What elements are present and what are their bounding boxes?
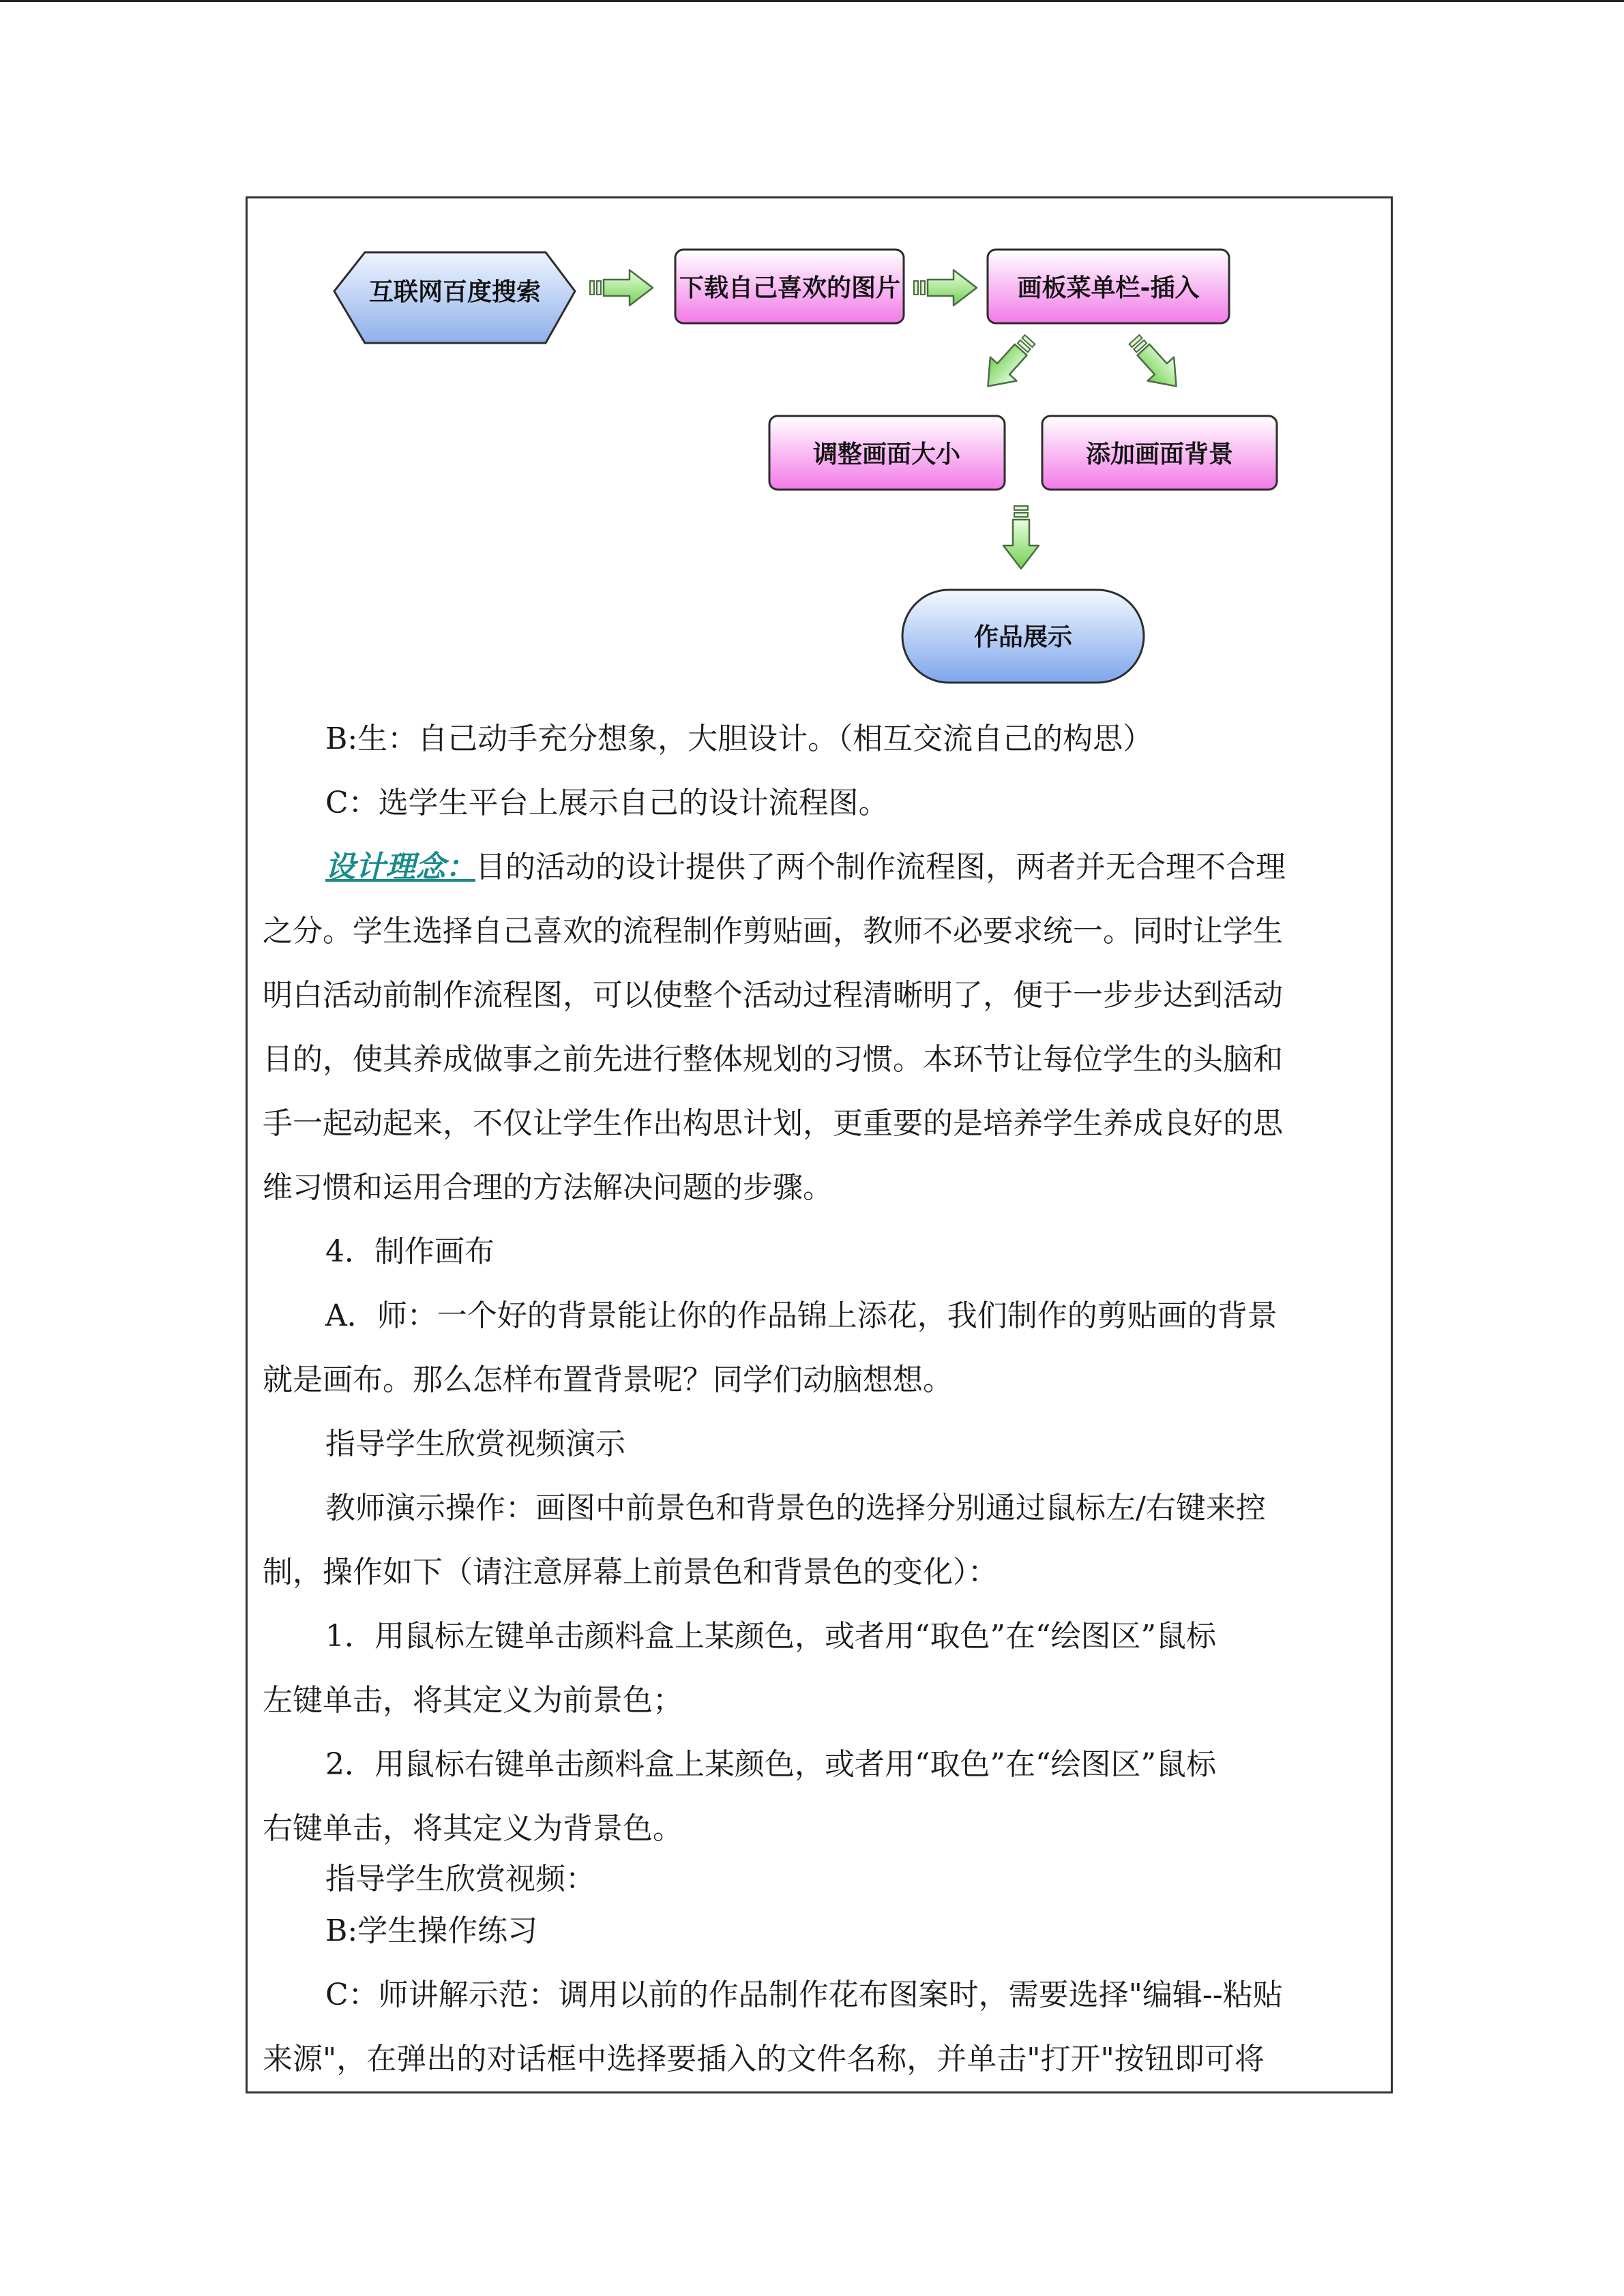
flow-arrow-diagonal-left — [975, 328, 1043, 398]
paragraph-design-concept-line-2: 之分。学生选择自己喜欢的流程制作剪贴画，教师不必要求统一。同时让学生 — [263, 914, 1283, 949]
paragraph-design-concept-line-1 — [263, 848, 1374, 886]
design-concept-label: 设计理念： — [325, 850, 475, 884]
flow-node-resize-label: 调整画面大小 — [812, 441, 961, 468]
flow-node-search — [334, 252, 575, 343]
flow-arrow-right-2 — [914, 270, 977, 305]
flow-node-download-label: 下载自己喜欢的图片 — [679, 274, 901, 302]
flow-node-search-label: 互联网百度搜索 — [368, 278, 542, 306]
flow-node-insert-label: 画板菜单栏-插入 — [1017, 274, 1200, 302]
paragraph-student-design: B:生：自己动手充分想象，大胆设计。（相互交流自己的构思） — [325, 721, 1153, 756]
flow-node-insert — [988, 250, 1229, 323]
paragraph-teacher-demo-line-2: 制，操作如下（请注意屏幕上前景色和背景色的变化）： — [263, 1555, 998, 1590]
flow-node-show — [902, 590, 1144, 683]
paragraph-design-concept-line-6: 维习惯和运用合理的方法解决问题的步骤。 — [263, 1170, 833, 1205]
flow-arrow-diagonal-right — [1121, 328, 1190, 398]
paragraph-step1-line-1: 1．用鼠标左键单击颜料盒上某颜色，或者用“取色”在“绘图区”鼠标 — [325, 1619, 1216, 1654]
paragraph-teacher-intro-line-2: 就是画布。那么怎样布置背景呢？同学们动脑想想。 — [263, 1362, 953, 1397]
paragraph-teacher-explain-line-2: 来源"，在弹出的对话框中选择要插入的文件名称，并单击"打开"按钮即可将 — [263, 2042, 1265, 2076]
design-concept-text: 目的活动的设计提供了两个制作流程图，两者并无合理不合理 — [475, 850, 1286, 884]
paragraph-design-concept-line-5: 手一起动起来，不仅让学生作出构思计划，更重要的是培养学生养成良好的思 — [263, 1106, 1283, 1141]
paragraph-teacher-explain-line-1: C：师讲解示范：调用以前的作品制作花布图案时，需要选择"编辑--粘贴 — [325, 1978, 1283, 2012]
flow-node-background-label: 添加画面背景 — [1085, 441, 1234, 468]
paragraph-design-concept-line-3: 明白活动前制作流程图，可以使整个活动过程清晰明了，便于一步步达到活动 — [263, 978, 1283, 1013]
paragraph-design-concept-line-4: 目的，使其养成做事之前先进行整体规划的习惯。本环节让每位学生的头脑和 — [263, 1042, 1283, 1077]
section-heading-canvas: 4．制作画布 — [325, 1234, 494, 1269]
paragraph-student-practice: B:学生操作练习 — [325, 1913, 538, 1948]
flow-node-resize — [769, 416, 1005, 490]
paragraph-teacher-demo-line-1: 教师演示操作：画图中前景色和背景色的选择分别通过鼠标左/右键来控 — [325, 1491, 1266, 1525]
paragraph-step2-line-2: 右键单击，将其定义为背景色。 — [263, 1811, 683, 1846]
flowchart — [0, 0, 1624, 709]
paragraph-student-show: C：选学生平台上展示自己的设计流程图。 — [325, 786, 889, 820]
flow-arrow-down — [1003, 506, 1039, 569]
paragraph-step2-line-1: 2．用鼠标右键单击颜料盒上某颜色，或者用“取色”在“绘图区”鼠标 — [325, 1747, 1216, 1782]
paragraph-teacher-intro-line-1: A．师：一个好的背景能让你的作品锦上添花，我们制作的剪贴画的背景 — [325, 1298, 1278, 1333]
paragraph-video-guide: 指导学生欣赏视频演示 — [325, 1427, 625, 1461]
flow-node-show-label: 作品展示 — [973, 623, 1073, 651]
paragraph-video-guide-2: 指导学生欣赏视频： — [325, 1862, 595, 1896]
flow-node-background — [1042, 416, 1277, 490]
flow-node-download — [675, 250, 904, 323]
flow-arrow-right-1 — [590, 270, 653, 305]
paragraph-step1-line-2: 左键单击，将其定义为前景色； — [263, 1683, 683, 1718]
